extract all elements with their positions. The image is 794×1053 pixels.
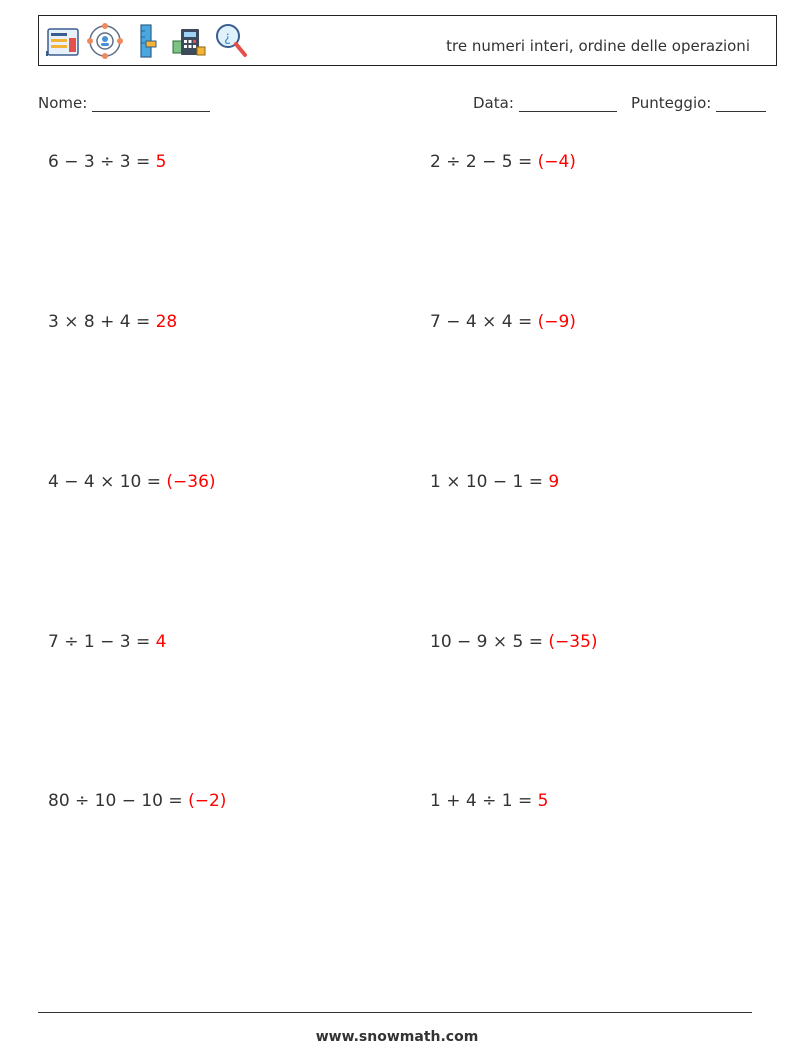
score-label: Punteggio: — [631, 94, 712, 112]
problem-answer: (−9) — [537, 312, 576, 332]
footer-site[interactable]: www.snowmath.com — [315, 1029, 479, 1045]
magnifier-question-icon — [213, 21, 249, 61]
problem-answer: (−35) — [548, 632, 598, 652]
problem-expression: 7 − 4 × 4 = — [430, 312, 533, 332]
problem-expression: 10 − 9 × 5 = — [430, 632, 544, 652]
header-box — [38, 15, 777, 66]
worksheet-title: tre numeri interi, ordine delle operazioni — [446, 37, 750, 55]
problem-5 — [48, 472, 216, 492]
score-blank[interactable] — [716, 97, 766, 112]
date-field[interactable] — [473, 94, 617, 112]
problem-answer: 4 — [155, 632, 167, 652]
ruler-pencil-icon — [129, 21, 165, 61]
date-label: Data: — [473, 94, 514, 112]
problem-expression: 80 ÷ 10 − 10 = — [48, 791, 183, 811]
problem-answer: (−4) — [537, 152, 576, 172]
footer-divider — [38, 1012, 752, 1013]
problem-9 — [48, 791, 226, 811]
news-panel-icon — [45, 21, 81, 61]
problem-answer: (−36) — [166, 472, 216, 492]
network-people-icon — [87, 21, 123, 61]
name-label: Nome: — [38, 94, 88, 112]
problem-8 — [430, 632, 598, 652]
problem-3 — [48, 312, 177, 332]
problem-expression: 7 ÷ 1 − 3 = — [48, 632, 151, 652]
problem-6 — [430, 472, 559, 492]
problem-answer: 5 — [537, 791, 549, 811]
problem-answer: 9 — [548, 472, 560, 492]
problem-1 — [48, 152, 166, 172]
icon-strip — [45, 19, 249, 63]
name-blank[interactable] — [92, 97, 210, 112]
problem-7 — [48, 632, 166, 652]
score-field[interactable] — [631, 94, 766, 112]
calculator-money-icon — [171, 21, 207, 61]
name-field[interactable] — [38, 94, 210, 112]
problem-answer: 5 — [155, 152, 167, 172]
problem-answer: 28 — [155, 312, 178, 332]
problem-answer: (−2) — [188, 791, 227, 811]
problem-expression: 4 − 4 × 10 = — [48, 472, 162, 492]
problem-expression: 1 + 4 ÷ 1 = — [430, 791, 533, 811]
problem-expression: 3 × 8 + 4 = — [48, 312, 151, 332]
date-blank[interactable] — [519, 97, 617, 112]
problem-expression: 2 ÷ 2 − 5 = — [430, 152, 533, 172]
problem-2 — [430, 152, 576, 172]
problem-expression: 6 − 3 ÷ 3 = — [48, 152, 151, 172]
problem-expression: 1 × 10 − 1 = — [430, 472, 544, 492]
problem-10 — [430, 791, 548, 811]
svg-text:¿: ¿ — [224, 30, 231, 45]
problem-4 — [430, 312, 576, 332]
